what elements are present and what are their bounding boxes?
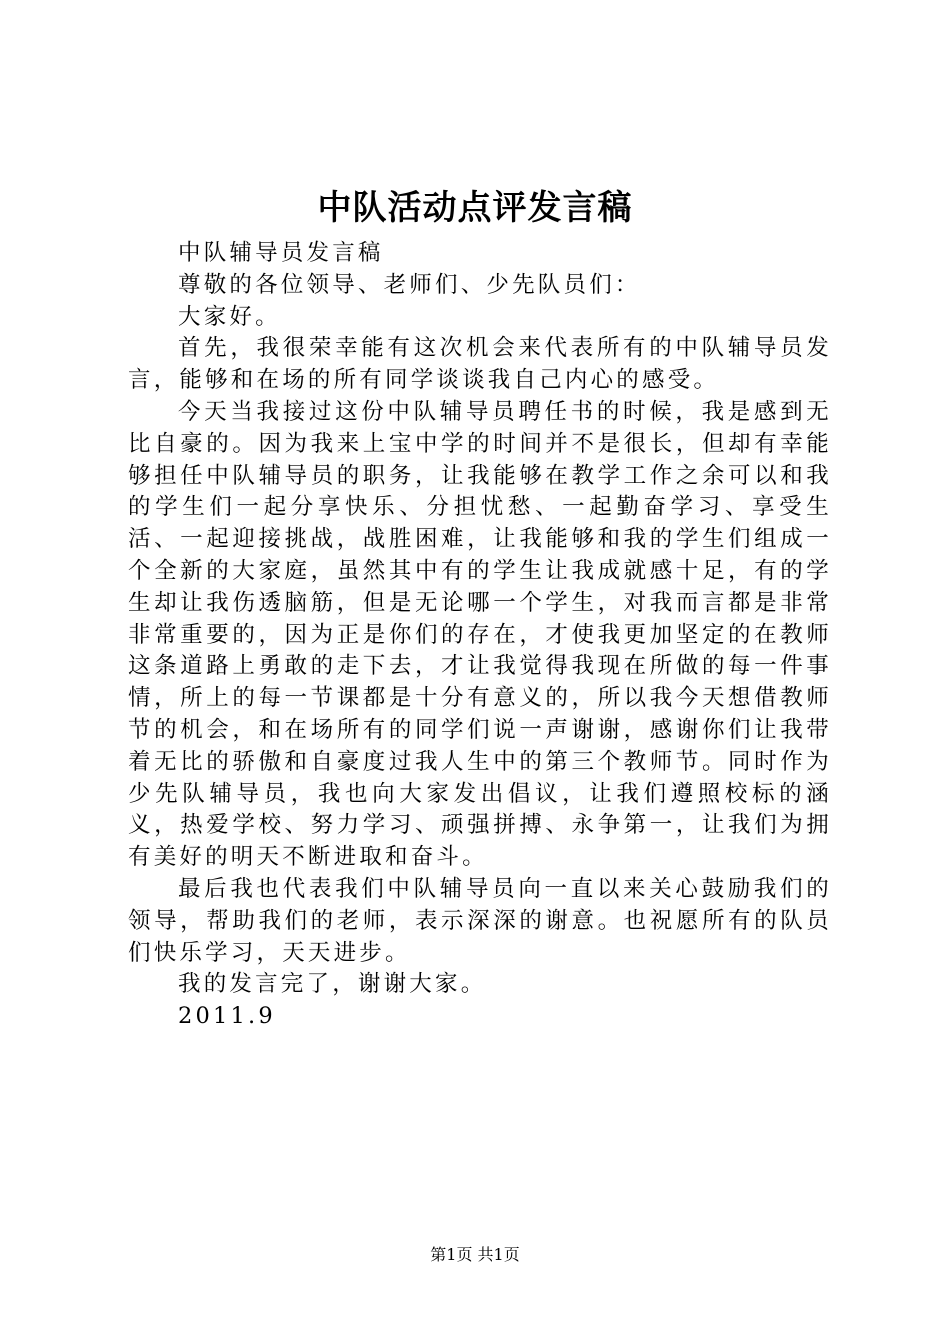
paragraph-main: 今天当我接过这份中队辅导员聘任书的时候，我是感到无比自豪的。因为我来上宝中学的时间并不是很长，但却有幸能够担任中队辅导员的职务，让我能够在教学工作之余可以和我的学生们一起分享快乐、分担忧愁、一起勤奋学习、享受生活、一起迎接挑战，战胜困难，让我能够和我的学生们组成一个全新的大家庭，虽然其中有的学生让我成就感十足，有的学生却让我伤透脑筋，但是无论哪一个学生，对我而言都是非常非常重要的，因为正是你们的存在，才使我更加坚定的在教师这条道路上勇敢的走下去，才让我觉得我现在所做的每一件事情，所上的每一节课都是十分有意义的，所以我今天想借教师节的机会，和在场所有的同学们说一声谢谢，感谢你们让我带着无比的骄傲和自豪度过我人生中的第三个教师节。同时作为少先队辅导员，我也向大家发出倡议，让我们遵照校标的涵义，热爱学校、努力学习、顽强拼搏、永争第一，让我们为拥有美好的明天不断进取和奋斗。 (128, 398, 832, 871)
page-footer: 第1页 共1页 (430, 1245, 520, 1264)
document-title: 中队活动点评发言稿 (317, 188, 633, 228)
paragraph-thanks: 最后我也代表我们中队辅导员向一直以来关心鼓励我们的领导，帮助我们的老师，表示深深的谢意。也祝愿所有的队员们快乐学习，天天进步。 (128, 875, 832, 966)
paragraph-greeting: 大家好。 (178, 303, 281, 330)
paragraph-subtitle: 中队辅导员发言稿 (178, 240, 384, 266)
paragraph-salutation: 尊敬的各位领导、老师们、少先队员们： (178, 271, 641, 298)
document-body (128, 238, 832, 1033)
paragraph-date: 2011.9 (178, 1003, 276, 1030)
paragraph-intro: 首先，我很荣幸能有这次机会来代表所有的中队辅导员发言，能够和在场的所有同学谈谈我自己内心的感受。 (128, 335, 832, 394)
paragraph-closing: 我的发言完了，谢谢大家。 (178, 971, 487, 998)
